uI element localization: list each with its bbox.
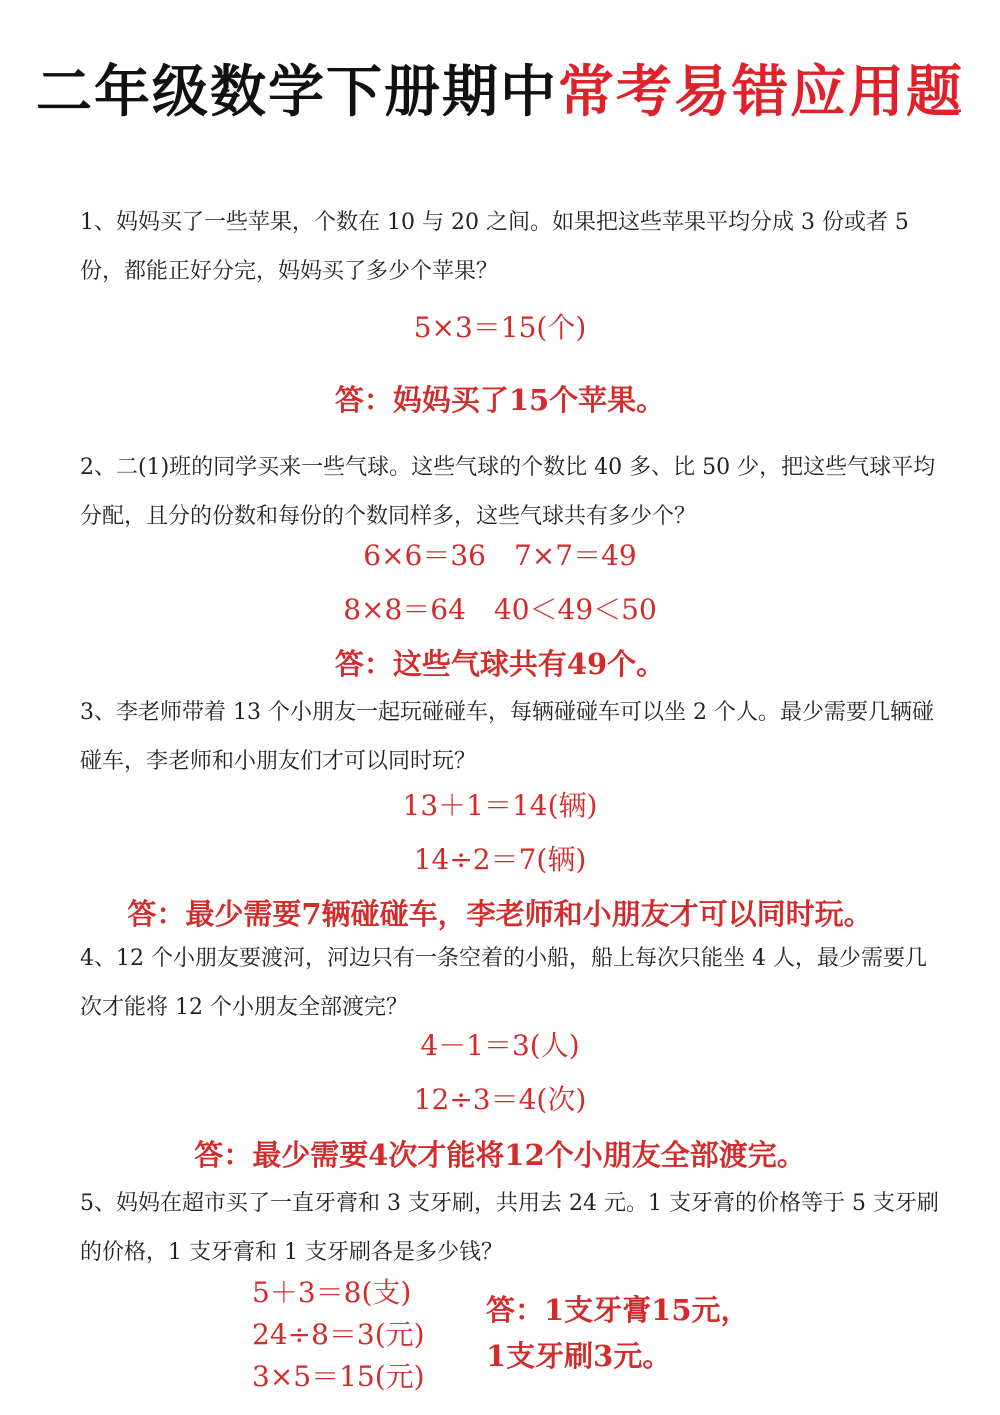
problem-4-step-2: 12÷3＝4(次) bbox=[413, 1083, 587, 1116]
problem-1-question: 1、妈妈买了一些苹果，个数在 10 与 20 之间。如果把这些苹果平均分成 3 份或者 5 份，都能正好分完，妈妈买了多少个苹果？ bbox=[80, 210, 909, 284]
problem-3-step-1: 13＋1＝14(辆) bbox=[402, 789, 598, 822]
problem-3-question: 3、李老师带着 13 个小朋友一起玩碰碰车，每辆碰碰车可以坐 2 个人。最少需要几辆碰碰车，李老师和小朋友们才可以同时玩？ bbox=[80, 700, 934, 774]
problem-5-question: 5、妈妈在超市买了一直牙膏和 3 支牙刷，共用去 24 元。1 支牙膏的价格等于 5 支牙刷的价格，1 支牙膏和 1 支牙刷各是多少钱？ bbox=[80, 1191, 939, 1265]
problem-2-question: 2、二(1)班的同学买来一些气球。这些气球的个数比 40 多、比 50 少，把这些气球平均分配，且分的份数和每份的个数同样多，这些气球共有多少个？ bbox=[80, 455, 936, 529]
problem-3-answer: 答：最少需要7辆碰碰车，李老师和小朋友才可以同时玩。 bbox=[127, 897, 873, 931]
title-part-black: 二年级数学下册期中 bbox=[36, 60, 558, 125]
problem-2-step-1: 6×6＝36 7×7＝49 bbox=[363, 539, 637, 572]
title-part-red: 常考易错应用题 bbox=[558, 60, 964, 125]
problem-4-step-1: 4－1＝3(人) bbox=[420, 1029, 580, 1062]
problem-1-step-1: 5×3＝15(个) bbox=[413, 311, 587, 344]
problem-5-answer-line-2: 1支牙刷3元。 bbox=[486, 1339, 672, 1373]
problem-5-answer-line-1: 答：1支牙膏15元， bbox=[486, 1293, 750, 1327]
problem-1-answer: 答：妈妈买了15个苹果。 bbox=[334, 383, 666, 417]
problem-3-step-2: 14÷2＝7(辆) bbox=[413, 843, 587, 876]
problem-5-step-2: 24÷8＝3(元) bbox=[252, 1318, 425, 1351]
problem-4-question: 4、12 个小朋友要渡河，河边只有一条空着的小船，船上每次只能坐 4 人，最少需要几次才能将 12 个小朋友全部渡完？ bbox=[80, 946, 927, 1020]
problem-2-step-2: 8×8＝64 40＜49＜50 bbox=[343, 593, 657, 626]
problem-4-answer: 答：最少需要4次才能将12个小朋友全部渡完。 bbox=[194, 1138, 806, 1172]
page-title bbox=[0, 58, 1000, 128]
problem-5-step-1: 5＋3＝8(支) bbox=[252, 1276, 412, 1309]
problem-5-step-3: 3×5＝15(元) bbox=[252, 1360, 425, 1393]
problem-2-answer: 答：这些气球共有49个。 bbox=[334, 647, 666, 681]
